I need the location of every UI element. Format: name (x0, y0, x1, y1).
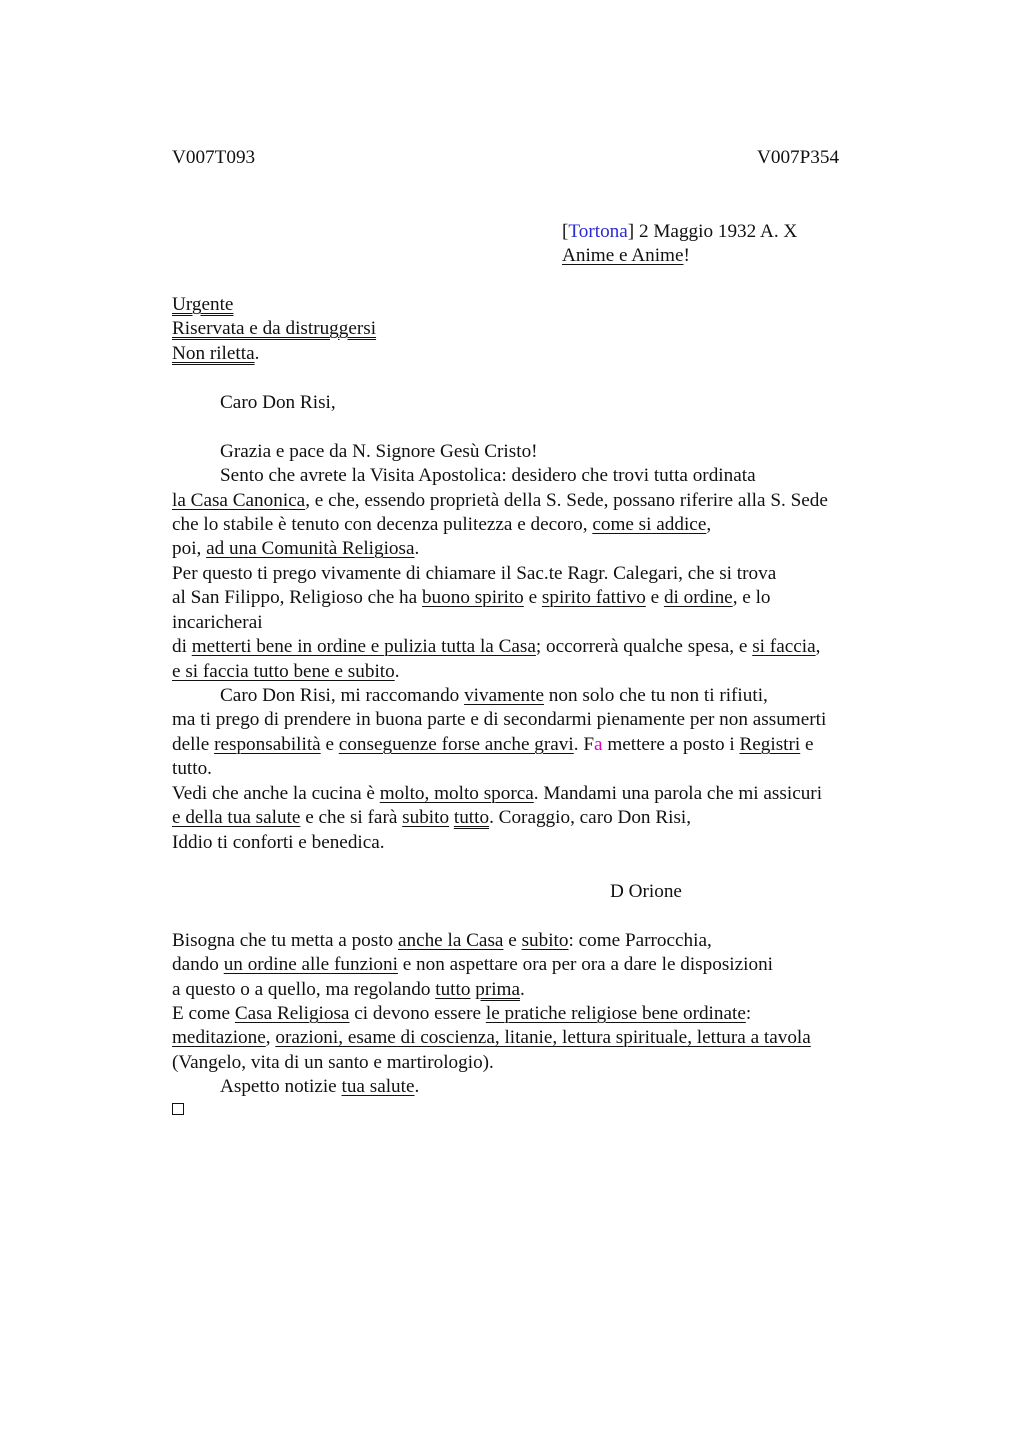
underline-come-si-addice: come si addice (592, 514, 707, 535)
body-line-10 (220, 684, 768, 708)
text: e che si farà (300, 807, 403, 828)
text: : come Parrocchia, (568, 930, 712, 951)
note-confidential (172, 317, 376, 341)
underline-casa-religiosa: Casa Religiosa (234, 1003, 350, 1024)
underline-subito: subito (402, 807, 450, 828)
underline-comunita: ad una Comunità Religiosa (206, 538, 415, 559)
body-line-1: Sento che avrete la Visita Apostolica: desidero che trovi tutta ordinata (220, 465, 756, 486)
motto-end: ! (683, 245, 690, 266)
underline-tua-salute: tua salute (341, 1076, 415, 1097)
text: , e che, essendo proprietà della S. Sede, possano riferire alla S. Sede (305, 490, 828, 511)
body-line-6 (172, 586, 771, 610)
text: e (523, 587, 542, 608)
body-line-4 (172, 537, 419, 561)
text: di (172, 636, 192, 657)
ps-line-3 (172, 978, 525, 1002)
motto (562, 244, 690, 268)
note-not-reread (172, 342, 259, 366)
underline-tutto: tutto (453, 807, 490, 828)
text: . (414, 1076, 420, 1097)
text: Caro Don Risi, mi raccomando (220, 685, 465, 706)
text: non solo che tu non ti rifiuti, (543, 685, 768, 706)
body-line-9 (172, 660, 400, 684)
underline-tutto: tutto (435, 979, 471, 1000)
underline-spirito-fattivo: spirito fattivo (541, 587, 646, 608)
ps-line-4 (172, 1002, 751, 1026)
body-line-7: incaricherai (172, 612, 263, 633)
text: e (320, 734, 339, 755)
underline-meditazione: meditazione (172, 1027, 266, 1048)
text: . F (573, 734, 594, 755)
text: , e lo (732, 587, 771, 608)
text: dando (172, 954, 224, 975)
text: e (503, 930, 522, 951)
text: : (745, 1003, 752, 1024)
text: e (800, 734, 814, 755)
text: ci devono essere (349, 1003, 486, 1024)
dateline (562, 220, 797, 244)
underline-di-ordine: di ordine (663, 587, 733, 608)
underline-pratiche: le pratiche religiose bene ordinate (485, 1003, 746, 1024)
text: delle (172, 734, 215, 755)
ps-line-2 (172, 953, 773, 977)
underline-buono-spirito: buono spirito (421, 587, 524, 608)
text: Aspetto notizie (220, 1076, 342, 1097)
underline-si-faccia: si faccia (752, 636, 816, 657)
underline-casa-canonica: la Casa Canonica (172, 490, 306, 511)
body-line-16: Iddio ti conforti e benedica. (172, 832, 385, 853)
text: al San Filippo, Religioso che ha (172, 587, 422, 608)
highlighted-letter: a (594, 734, 603, 755)
text: E come (172, 1003, 235, 1024)
underline-ordine-funzioni: un ordine alle funzioni (223, 954, 398, 975)
text: ; occorrerà qualche spesa, e (535, 636, 753, 657)
body-line-14 (172, 782, 822, 806)
note-urgent (172, 293, 233, 317)
text: . (394, 661, 400, 682)
text: . (414, 538, 420, 559)
text: poi, (172, 538, 207, 559)
body-line-12 (172, 733, 814, 757)
underline-prima: prima (475, 979, 520, 1000)
underline-subito: subito (521, 930, 569, 951)
underline-vivamente: vivamente (464, 685, 544, 706)
underline-metterti: metterti bene in ordine e pulizia tutta la Casa (191, 636, 536, 657)
text: . (519, 979, 525, 1000)
text: Vedi che anche la cucina è (172, 783, 380, 804)
header-right-code: V007P354 (757, 147, 840, 168)
ps-line-1 (172, 929, 712, 953)
underline-sporca: molto, molto sporca (379, 783, 534, 804)
note-not-reread-text: Non riletta (172, 343, 255, 364)
place-name: Tortona (568, 221, 628, 242)
header-left-code: V007T093 (172, 147, 256, 168)
text: Bisogna che tu metta a posto (172, 930, 398, 951)
text: , (265, 1027, 276, 1048)
empty-checkbox-icon (172, 1103, 184, 1115)
text: . Coraggio, caro Don Risi, (489, 807, 692, 828)
salutation: Caro Don Risi, (220, 392, 336, 413)
body-line-5: Per questo ti prego vivamente di chiamare il Sac.te Ragr. Calegari, che si trova (172, 563, 777, 584)
ps-line-6: (Vangelo, vita di un santo e martirologio). (172, 1052, 494, 1073)
text: . Mandami una parola che mi assicuri (533, 783, 823, 804)
note-confidential-text: Riservata e da distruggersi (172, 318, 377, 339)
note-period: . (254, 343, 260, 364)
text: e (645, 587, 664, 608)
underline-orazioni: orazioni, esame di coscienza, litanie, lettura spirituale, lettura a tavola (275, 1027, 811, 1048)
underline-responsabilita: responsabilità (214, 734, 321, 755)
text: che lo stabile è tenuto con decenza pulitezza e decoro, (172, 514, 593, 535)
underline-conseguenze: conseguenze forse anche gravi (338, 734, 574, 755)
underline-tua-salute: e della tua salute (172, 807, 301, 828)
underline-registri: Registri (739, 734, 801, 755)
underline-anche-la-casa: anche la Casa (397, 930, 504, 951)
text: a questo o a quello, ma regolando (172, 979, 436, 1000)
ps-line-7 (220, 1075, 419, 1099)
date-text: ] 2 Maggio 1932 A. X (627, 221, 798, 242)
motto-text: Anime e Anime (562, 245, 684, 266)
signature: D Orione (610, 881, 682, 902)
note-urgent-text: Urgente (172, 294, 234, 315)
body-line-13: tutto. (172, 758, 212, 779)
body-line-15 (172, 806, 691, 830)
text: , (815, 636, 821, 657)
text: mettere a posto i (602, 734, 740, 755)
body-line-2 (172, 489, 828, 513)
text: , (706, 514, 712, 535)
ps-line-5 (172, 1026, 811, 1050)
bracket: [ (562, 221, 569, 242)
body-line-11: ma ti prego di prendere in buona parte e di secondarmi pienamente per non assumerti (172, 709, 827, 730)
underline-tutto-bene: e si faccia tutto bene e subito (172, 661, 395, 682)
body-line-8 (172, 635, 820, 659)
text: e non aspettare ora per ora a dare le disposizioni (397, 954, 774, 975)
greeting: Grazia e pace da N. Signore Gesù Cristo! (220, 441, 538, 462)
body-line-3 (172, 513, 711, 537)
